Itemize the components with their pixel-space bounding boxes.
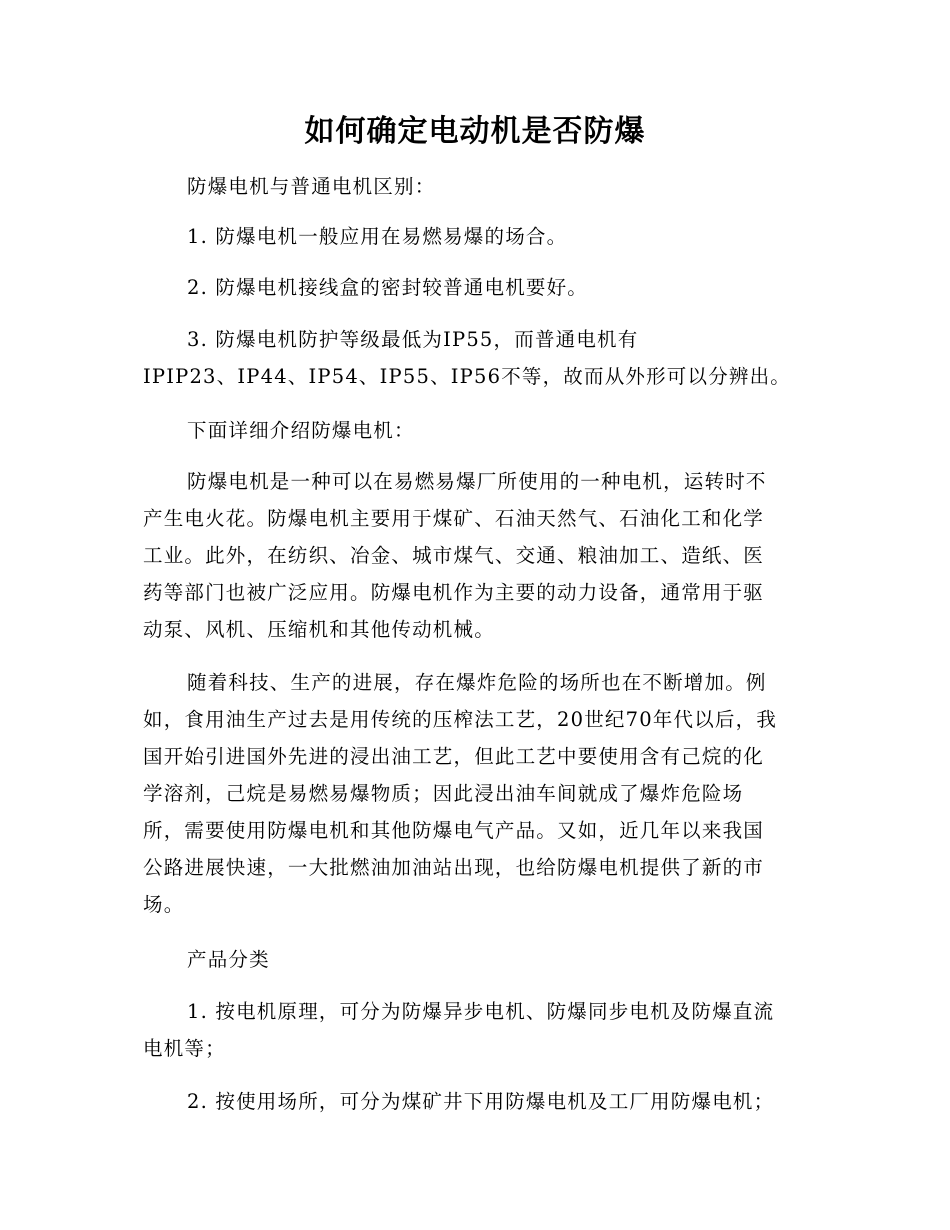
paragraph-item-2	[143, 269, 807, 306]
paragraph-motor-description	[143, 463, 807, 648]
text-line: IPIP23、IP44、IP54、IP55、IP56不等，故而从外形可以分辨出。	[143, 365, 792, 388]
paragraph-classification-item-2	[143, 1083, 807, 1120]
paragraph-difference-heading	[143, 168, 807, 205]
text-line: 场。	[143, 893, 185, 916]
text-line: 随着科技、生产的进展，存在爆炸危险的场所也在不断增加。例	[187, 671, 767, 694]
text-line: 国开始引进国外先进的浸出油工艺，但此工艺中要使用含有己烷的化	[143, 745, 765, 768]
paragraph-development	[143, 664, 807, 923]
text-line: 所，需要使用防爆电机和其他防爆电气产品。又如，近几年以来我国	[143, 819, 765, 842]
text-line: 药等部门也被广泛应用。防爆电机作为主要的动力设备，通常用于驱	[143, 581, 765, 604]
text-line: 动泵、风机、压缩机和其他传动机械。	[143, 618, 495, 641]
paragraph-classification-item-1	[143, 993, 807, 1067]
paragraph-intro-heading	[143, 412, 807, 449]
text-line: 学溶剂，己烷是易燃易爆物质；因此浸出油车间就成了爆炸危险场	[143, 782, 744, 805]
text-line: 防爆电机是一种可以在易燃易爆厂所使用的一种电机，运转时不	[187, 470, 767, 493]
page-title: 如何确定电动机是否防爆	[304, 114, 646, 149]
paragraph-item-1	[143, 218, 807, 255]
text-line: 1. 防爆电机一般应用在易燃易爆的场合。	[187, 225, 568, 248]
text-line: 产品分类	[187, 948, 270, 971]
text-line: 防爆电机与普通电机区别：	[187, 175, 436, 198]
paragraph-item-3	[143, 321, 807, 395]
paragraph-classification-heading	[143, 941, 807, 978]
text-line: 公路进展快速，一大批燃油加油站出现，也给防爆电机提供了新的市	[143, 856, 765, 879]
text-line: 3. 防爆电机防护等级最低为IP55，而普通电机有	[187, 328, 639, 351]
text-line: 工业。此外，在纺织、冶金、城市煤气、交通、粮油加工、造纸、医	[143, 544, 765, 567]
text-line: 1. 按电机原理，可分为防爆异步电机、防爆同步电机及防爆直流	[187, 1000, 775, 1023]
text-line: 电机等；	[143, 1037, 226, 1060]
text-line: 2. 按使用场所，可分为煤矿井下用防爆电机及工厂用防爆电机；	[187, 1090, 775, 1113]
text-line: 下面详细介绍防爆电机：	[187, 419, 415, 442]
text-line: 产生电火花。防爆电机主要用于煤矿、石油天然气、石油化工和化学	[143, 507, 765, 530]
text-line: 如，食用油生产过去是用传统的压榨法工艺，20世纪70年代以后，我	[143, 708, 778, 731]
text-line: 2. 防爆电机接线盒的密封较普通电机要好。	[187, 276, 589, 299]
